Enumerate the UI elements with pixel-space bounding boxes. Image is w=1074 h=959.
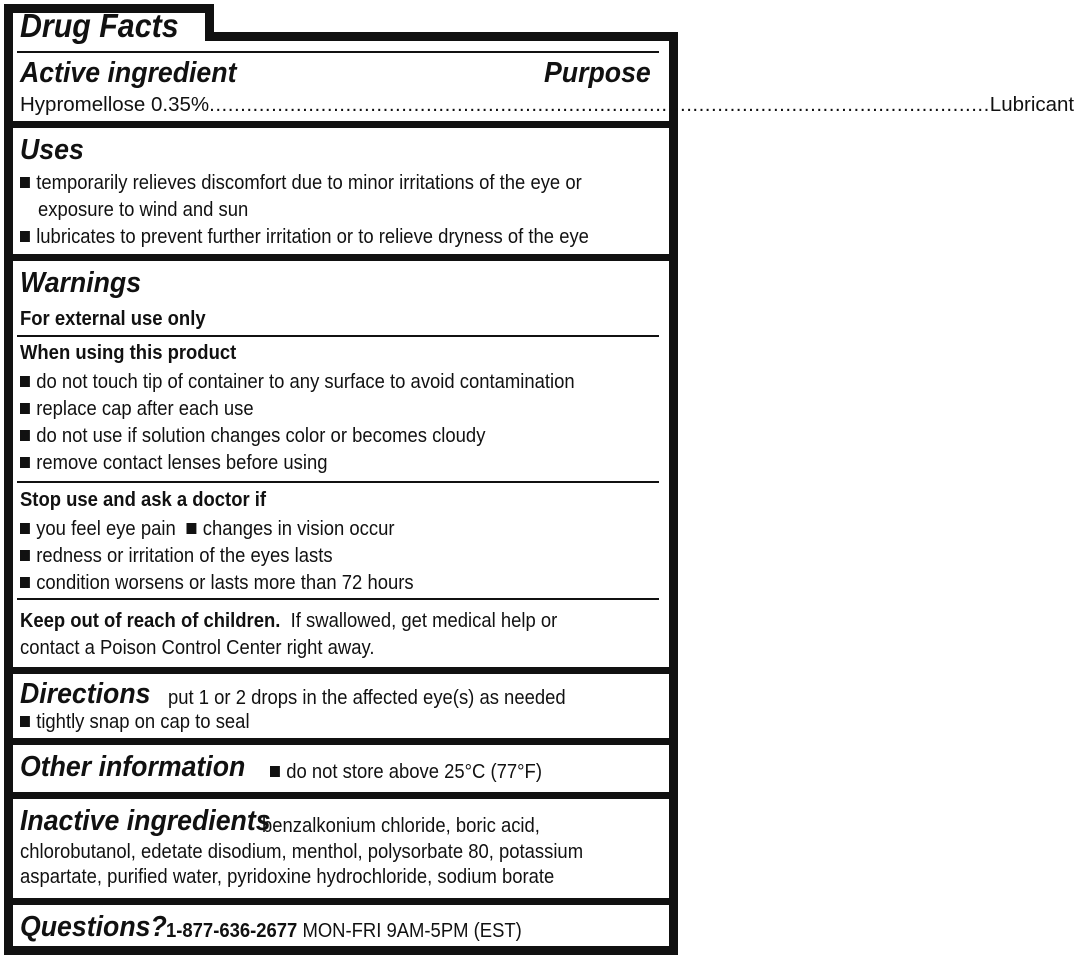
bullet-icon [20,376,30,387]
active-ingredient-name: Hypromellose 0.35% [20,93,210,116]
active-ingredient-purpose: Lubricant [989,93,1074,116]
inactive-ingredients-line-2: chlorobutanol, edetate disodium, menthol, polysorbate 80, potassium [20,840,584,863]
phone-number: 1-877-636-2677 [166,919,298,942]
divider [17,51,659,53]
bullet-icon [20,577,30,588]
stop-use-heading: Stop use and ask a doctor if [20,488,267,511]
page-title: Drug Facts [20,7,179,44]
other-information-heading: Other information [20,751,246,783]
bullet-icon [20,457,30,468]
questions-heading: Questions? [20,911,167,943]
bullet-icon [187,523,197,534]
section-divider [4,792,678,799]
when-using-item-3: do not use if solution changes color or becomes cloudy [20,423,485,448]
keep-out-line-2: contact a Poison Control Center right away. [20,636,375,659]
inactive-ingredients-line-1: benzalkonium chloride, boric acid, [262,814,540,837]
divider [17,481,659,483]
dot-leader: .............................................................................................................................. [209,93,990,116]
stop-use-row-1: you feel eye pain changes in vision occur [20,516,394,541]
when-using-heading: When using this product [20,341,237,364]
contact-hours: MON-FRI 9AM-5PM (EST) [302,919,522,942]
directions-item: tightly snap on cap to seal [20,709,250,734]
divider [17,335,659,337]
section-divider [4,738,678,745]
section-divider [4,121,678,128]
warnings-heading: Warnings [20,267,142,299]
inactive-ingredients-heading: Inactive ingredients [20,805,271,837]
section-divider [4,667,678,674]
when-using-item-4: remove contact lenses before using [20,450,327,475]
bullet-icon [20,550,30,561]
stop-use-row-2: redness or irritation of the eyes lasts [20,543,333,568]
uses-item-1-cont: exposure to wind and sun [38,198,249,221]
section-divider [4,254,678,261]
bullet-icon [20,523,30,534]
other-information-item: do not store above 25°C (77°F) [270,759,542,784]
section-divider [4,898,678,905]
stop-use-row-3: condition worsens or lasts more than 72 hours [20,570,414,595]
directions-text: put 1 or 2 drops in the affected eye(s) as needed [168,686,566,709]
bullet-icon [20,231,30,242]
external-use-label: For external use only [20,307,206,330]
uses-item-1: temporarily relieves discomfort due to minor irritations of the eye or [20,170,582,195]
when-using-item-1: do not touch tip of container to any surface to avoid contamination [20,369,575,394]
bullet-icon [20,430,30,441]
bullet-icon [20,403,30,414]
uses-item-2: lubricates to prevent further irritation or to relieve dryness of the eye [20,224,589,249]
active-ingredient-row [20,92,1074,117]
divider [17,598,659,600]
bullet-icon [270,766,280,777]
directions-heading: Directions [20,678,151,710]
bullet-icon [20,177,30,188]
bullet-icon [20,716,30,727]
when-using-item-2: replace cap after each use [20,396,254,421]
uses-heading: Uses [20,134,84,166]
questions-contact [166,918,522,943]
active-ingredient-heading: Active ingredient [20,57,237,89]
purpose-heading: Purpose [544,57,651,89]
inactive-ingredients-line-3: aspartate, purified water, pyridoxine hydrochloride, sodium borate [20,865,555,888]
keep-out-line-1: Keep out of reach of children. If swallowed, get medical help or [20,609,558,632]
